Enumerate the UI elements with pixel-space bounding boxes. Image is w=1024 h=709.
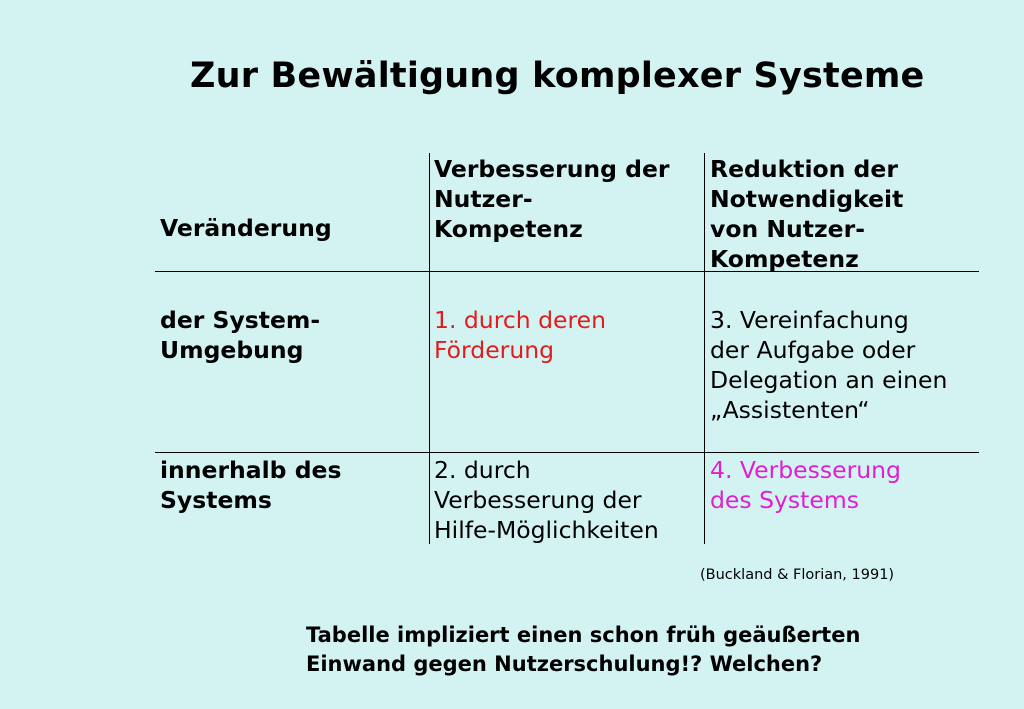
table-column-header-1: Verbesserung der Nutzer- Kompetenz — [434, 155, 670, 243]
table-row-label: innerhalb des Systems — [160, 456, 342, 514]
table-cell: 1. durch deren Förderung — [434, 306, 607, 364]
slide-title: Zur Bewältigung komplexer Systeme — [190, 56, 925, 96]
source-citation: (Buckland & Florian, 1991) — [700, 567, 895, 583]
table-divider-vertical-1 — [429, 153, 430, 544]
table-cell: 4. Verbesserung des Systems — [710, 456, 901, 514]
table-row-label: der System- Umgebung — [160, 306, 321, 364]
table-row-header-label: Veränderung — [160, 214, 332, 242]
table-divider-vertical-2 — [704, 153, 705, 544]
table-cell: 3. Vereinfachung der Aufgabe oder Delegation an einen „Assistenten“ — [710, 306, 948, 424]
closing-question: Tabelle impliziert einen schon früh geäußerten Einwand gegen Nutzerschulung!? Welchen? — [306, 623, 861, 676]
table-divider-row — [155, 452, 979, 453]
table-column-header-2: Reduktion der Notwendigkeit von Nutzer- Kompetenz — [710, 155, 904, 273]
table-cell: 2. durch Verbesserung der Hilfe-Möglichkeiten — [434, 456, 659, 544]
